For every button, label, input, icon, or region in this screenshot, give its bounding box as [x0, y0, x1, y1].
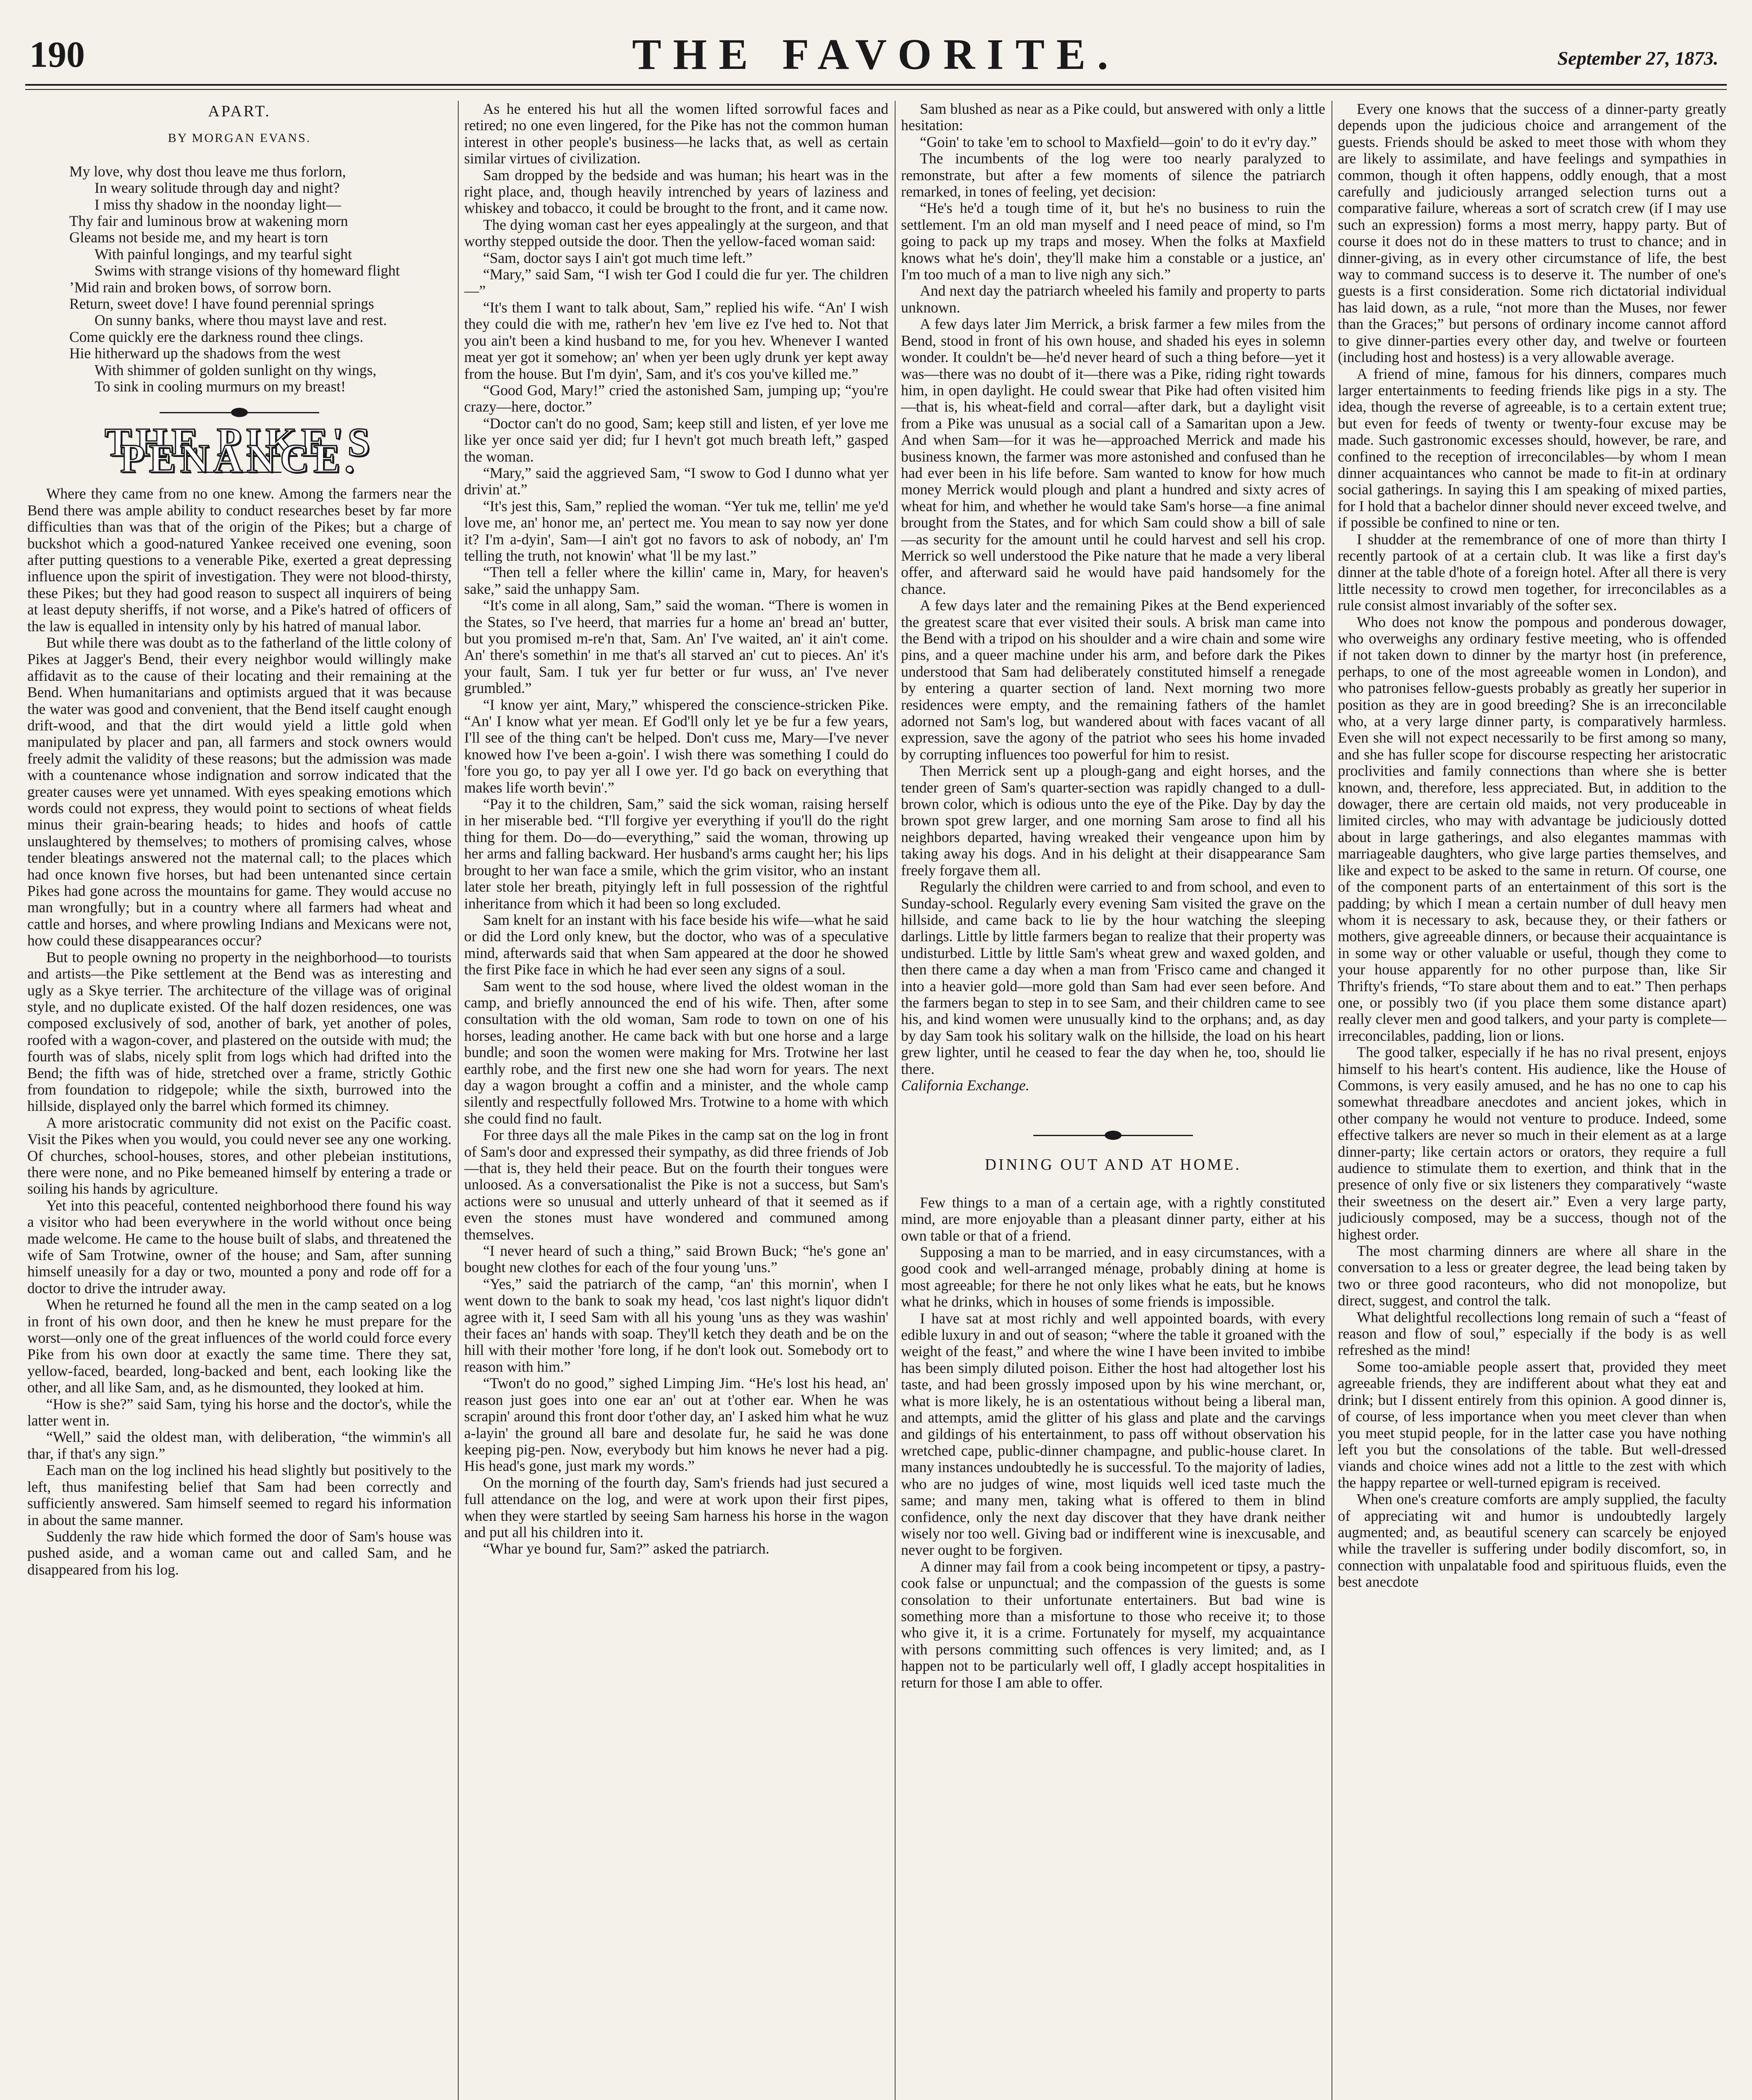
story-paragraph: “Mary,” said Sam, “I wish ter God I could die fur yer. The children—” [464, 266, 888, 299]
story-paragraph: Regularly the children were carried to and from school, and even to Sunday-school. Regularly every evening Sam visited the grave on the hillside, and came back to lie by the hour watching the sleeping darlings. Little by little farmers began to realize that their property was undisturbed. Little by little Sam's wheat grew and waxed golden, and then there came a day when a man from 'Frisco came and changed it into a heavier gold—more gold than Sam had ever seen before. And the farmers began to step in to see Sam, and their children came to see his, and kind women were unusually kind to the orphans; and, as day by day Sam took his solitary walk on the hillside, the load on his heart grew lighter, until he ceased to fear the day when he, too, should lie there. [901, 878, 1325, 1077]
essay-paragraph: The most charming dinners are where all share in the conversation to a less or greater degree, the lead being taken by two or three good raconteurs, who did not monopolize, but direct, suggest, and control the talk. [1338, 1242, 1726, 1309]
column-rule [895, 101, 896, 2100]
story-paragraph [901, 1077, 1325, 1094]
story-title: THE PIKE'S PENANCE. [105, 419, 374, 481]
poem-line: With painful longings, and my tearful sight [95, 245, 352, 262]
story-paragraph: Sam blushed as near as a Pike could, but answered with only a little hesitation: [901, 101, 1325, 134]
story-paragraph: “I know yer aint, Mary,” whispered the conscience-stricken Pike. “An' I know what yer mean. Ef God'll only let ye be fur a few years, I'll see of the thing can't be helped. Don't cuss me, Mary—I've never knowed how I've been a-goin'. I wish there was something I could do 'fore you go, to pay yer all I owe yer. I'd go back on everything that makes life worth bevin'.” [464, 696, 888, 796]
poem-line: I miss thy shadow in the noonday light— [95, 196, 341, 213]
story-paragraph: “Twon't do no good,” sighed Limping Jim. “He's lost his head, an' reason just goes into one ear an' out at t'other ear. When he was scrapin' around this front door t'other day, an' I asked him what he wuz a-layin' the ground all bare and desolate fur, he said he was done keeping pig-pen. Now, everybody but him knows he never had a pig. His head's gone, just mark my words.” [464, 1375, 888, 1475]
poem-line: ’Mid rain and broken bows, of sorrow born. [69, 278, 332, 296]
story-paragraph: “Pay it to the children, Sam,” said the sick woman, raising herself in her miserable bed. “I'll forgive yer everything if you'll do the right thing for them. Do—do—everything,” said the woman, throwing up her arms and falling backward. Her husband's arms caught her; his lips brought to her wan face a smile, which the grim visitor, who an instant later stole her breath, pityingly left in full possession of the rightful inheritance from which it had been so long excluded. [464, 795, 888, 912]
poem-line: With shimmer of golden sunlight on thy wings, [95, 361, 377, 378]
story-paragraph: “Sam, doctor says I ain't got much time left.” [483, 249, 753, 266]
essay-paragraph: The good talker, especially if he has no rival present, enjoys himself to his heart's content. His audience, like the House of Commons, is very easily amused, and he has no one to cap his somewhat threadbare anecdotes and ancient jokes, which in other company he would not venture to produce. Indeed, some effective talkers are never so much in their element as at a large dinner-party; like certain actors or orators, they require a full audience to stimulate them to exertion, and think that in the presence of only five or six listeners they comparatively “waste their sweetness on the desert air.” Even a very large party, judiciously composed, may be a success, though not of the highest order. [1338, 1044, 1726, 1243]
story-paragraph: “Yes,” said the patriarch of the camp, “an' this mornin', when I went down to the bank to soak my head, 'cos last night's liquor didn't agree with it, I seed Sam with all his young 'uns as they was washin' their faces an' hands with soap. They'll ketch they death and be on the hill with their mother 'fore long, if he don't look out. Somebody ort to reason with him.” [464, 1275, 888, 1375]
story-paragraph: But to people owning no property in the neighborhood—to tourists and artists—the Pike settlement at the Bend was as interesting and ugly as a Skye terrier. The architecture of the village was of original style, and no duplicate existed. Of the half dozen residences, one was composed exclusively of sod, another of bark, yet another of poles, roofed with a wagon-cover, and plastered on the outside with mud; the fourth was of slabs, nicely split from logs which had drifted into the Bend; the fifth was of hide, stretched over a frame, strictly Gothic from foundation to ridgepole; while the sixth, burrowed into the hillside, displayed only the barrel which formed its chimney. [27, 948, 452, 1115]
story-paragraph: “Then tell a feller where the killin' came in, Mary, for heaven's sake,” said the unhappy Sam. [464, 564, 888, 597]
story-paragraph: A few days later Jim Merrick, a brisk farmer a few miles from the Bend, stood in front of his own house, and shaded his eyes in solemn wonder. It couldn't be—he'd never heard of such a thing before—yet it was—there was no doubt of it—there was a Pike, riding right towards him, in open daylight. He could swear that Pike had often visited him—that is, his wheat-field and corral—after dark, but a daylight visit from a Pike was unusual as a social call of a Samaritan upon a Jew. And when Sam—for it was he—approached Merrick and made his business known, the farmer was more astonished and confused than he had ever been in his life before. Sam wanted to know for how much money Merrick would plough and plant a hundred and sixty acres of wheat for him, and whether he would take Sam's horse—a fine animal brought from the States, and for which Sam could show a bill of sale—as security for the amount until he could harvest and sell his crop. Merrick so well understood the Pike nature that he made a very liberal offer, and afterward said he would have paid handsomely for the chance. [901, 315, 1325, 597]
story-paragraph: Then Merrick sent up a plough-gang and eight horses, and the tender green of Sam's quarter-section was rapidly changed to a dull-brown color, which is odious unto the eye of the Pike. Day by day the brown spot grew larger, and one morning Sam arose to find all his neighbors departed, having wreaked their vengeance upon him by taking away his dogs. And in his delight at their disappearance Sam freely forgave them all. [901, 762, 1325, 879]
masthead [25, 29, 1727, 80]
story-paragraph: “Good God, Mary!” cried the astonished Sam, jumping up; “you're crazy—here, doctor.” [464, 381, 888, 415]
paper-title: THE FAVORITE. [632, 30, 1120, 79]
poem-line: Come quickly ere the darkness round thee clings. [69, 328, 363, 345]
story-paragraph: And next day the patriarch wheeled his family and property to parts unknown. [901, 282, 1325, 316]
story-paragraph: Sam knelt for an instant with his face beside his wife—what he said or did the Lord only knew, but the doctor, who was of a speculative mind, afterwards said that when Sam appeared at the door he showed the first Pike face in which he had ever seen any signs of a soul. [464, 911, 888, 978]
essay-paragraph: Supposing a man to be married, and in easy circumstances, with a good cook and well-arranged ménage, probably dining at home is most agreeable; for there he not only likes what he eats, but he knows what he drinks, which in houses of some friends is impossible. [901, 1244, 1325, 1310]
story-paragraph: The dying woman cast her eyes appealingly at the surgeon, and that worthy stepped outside the door. Then the yellow-faced woman said: [464, 216, 888, 250]
story-paragraph: Where they came from no one knew. Among the farmers near the Bend there was ample ability to conduct researches beset by far more difficulties than was that of the origin of the Pikes; but a charge of buckshot which a good-natured Yankee received one evening, soon after putting questions to a venerable Pike, exerted a great depressing influence upon the spirit of investigation. They were not blood-thirsty, these Pikes; but they had good reason to suspect all inquirers of being at least deputy sheriffs, if not worse, and a Pike's hatred of officers of the law is equalled in intensity only by his hatred of manual labor. [27, 485, 452, 635]
poem-line: Hie hitherward up the shadows from the west [69, 345, 341, 362]
poem-title: APART. [208, 102, 271, 120]
poem-line: Swims with strange visions of thy homeward flight [95, 262, 400, 279]
story-paragraph: “Doctor can't do no good, Sam; keep still and listen, ef yer love me like yer once said yer did; fur I hevn't got much breath left,” gasped the woman. [464, 415, 888, 465]
story-paragraph: Each man on the log inclined his head slightly but positively to the left, thus manifesting belief that Sam had been correctly and sufficiently answered. Sam himself seemed to regard his information in about the same manner. [27, 1462, 452, 1528]
story-body-part-1 [27, 486, 452, 1578]
essay-paragraph: A friend of mine, famous for his dinners, compares much larger entertainments to feeding friends like pigs in a sty. The idea, though the reverse of agreeable, is to a certain extent true; but even for feeds of twenty or twenty-four excuse may be made. Such gastronomic excesses should, however, be rare, and confined to the reception of irreconcilables—by whom I mean dinner acquaintances who cannot be made to fit-in at ordinary social gatherings. In saying this I am speaking of mixed parties, for I hold that a bachelor dinner should never exceed twelve, and if possible be confined to nine or ten. [1338, 365, 1726, 531]
story-paragraph: But while there was doubt as to the fatherland of the little colony of Pikes at Jagger's Bend, their every neighbor would willingly make affidavit as to the cause of their locating and their remaining at the Bend. When humanitarians and optimists argued that it was because the water was good and convenient, that the Bend itself caught enough drift-wood, and that the dirt would yield a little gold when manipulated by placer and pan, all farmers and stock owners would freely admit the validity of these reasons; but the admission was made with a countenance whose indignation and sorrow indicated that the greater causes were yet unnamed. With eyes speaking emotions which words could not express, they would point to sections of wheat fields minus their grain-bearing heads; to hides and hoofs of cattle unslaughtered by themselves; to mothers of promising calves, whose tender bleatings answered not the maternal call; to the places which had once known five horses, but had been untenanted since certain Pikes had gone across the mountains for game. They would accuse no man wrongfully; but in a country where all farmers had wheat and cattle and horses, and where prowling Indians and Mexicans were not, how could these disappearances occur? [27, 634, 452, 949]
poem-line: To sink in cooling murmurs on my breast! [95, 378, 346, 395]
story-paragraph: “It's jest this, Sam,” replied the woman. “Yer tuk me, tellin' me ye'd love me, an' honor me, an' pertect me. You mean to say now yer done it? I'm a-dyin', Sam—I ain't got no favors to ask of nobody, an' I'm telling the truth, not knowin' what 'll be my last.” [464, 497, 888, 564]
essay-paragraph: Few things to a man of a certain age, with a rightly constituted mind, are more enjoyable than a pleasant dinner party, either at his own table or that of a friend. [901, 1194, 1325, 1244]
essay-paragraph: I have sat at most richly and well appointed boards, with every edible luxury in and out of season; “where the table it groaned with the weight of the feast,” and where the wine I have been invited to imbibe has been simply diluted poison. Either the host had altogether lost his taste, and had been grossly imposed upon by his wine merchant, or, what is more likely, he is an ostentatious without being a liberal man, and attempts, amid the glitter of his glass and plate and the carvings and gildings of his entertainment, to pass off without observation his wretched cape, public-dinner champagne, and public-house claret. In many instances undoubtedly he is successful. To the majority of ladies, who are no judges of wine, most liquids well iced taste much the same; and many men, taking what is offered to them in blind confidence, only the next day discover that they have drank neither wisely nor too well. Giving bad or indifferent wine is inexcusable, and never ought to be forgiven. [901, 1310, 1325, 1559]
essay-paragraph: What delightful recollections long remain of such a “feast of reason and flow of soul,” especially if the body is as well refreshed as the mind! [1338, 1308, 1726, 1359]
story-paragraph: Sam dropped by the bedside and was human; his heart was in the right place, and, though heavily intrenched by years of laziness and whiskey and tobacco, it could be brought to the front, and it came now. [464, 166, 888, 217]
column-2 [464, 101, 888, 2100]
story-paragraph: “It's them I want to talk about, Sam,” replied his wife. “An' I wish they could die with me, rather'n hev 'em live ez I've hed to. Not that you ain't been a kind husband to me, for you hev. Whenever I wanted meat yer got it somehow; an' when yer been ugly drunk yer kept away from the house. But I'm dyin', Sam, and it's cos you've killed me.” [464, 299, 888, 382]
story-paragraph: “Mary,” said the aggrieved Sam, “I swow to God I dunno what yer drivin' at.” [464, 464, 888, 498]
story-paragraph: “Whar ye bound fur, Sam?” asked the patriarch. [483, 1540, 770, 1557]
essay-paragraph: I shudder at the remembrance of one of more than thirty I recently partook of at a certain club. It was like a first day's dinner at the table d'hote of a foreign hotel. After all there is very little necessity to crowd men together, for irreconcilables as a rule consist almost invariably of the softer sex. [1338, 530, 1726, 614]
story-paragraph: As he entered his hut all the women lifted sorrowful faces and retired; no one even lingered, for the Pike has not the common human interest in other people's business—he lacks that, as well as certain similar virtues of civilization. [464, 101, 888, 167]
story-paragraph: A more aristocratic community did not exist on the Pacific coast. Visit the Pikes when you would, you could never see any one working. Of churches, school-houses, stores, and other plebeian institutions, there were none, and no Pike bemeaned himself by entering a trade or soiling his hands by agriculture. [27, 1114, 452, 1197]
story-paragraph: For three days all the male Pikes in the camp sat on the log in front of Sam's door and expressed their sympathy, as did three friends of Job—that is, they held their peace. But on the fourth their tongues were unloosed. As a conversationalist the Pike is not a success, but Sam's actions were so unusual and utterly unheard of that it seemed as if even the stones must have wondered and communed among themselves. [464, 1126, 888, 1243]
story-paragraph: Yet into this peaceful, contented neighborhood there found his way a visitor who had been everywhere in the world without once being made welcome. He came to the house built of slabs, and threatened the wife of Sam Trotwine, owner of the house; and Sam, after sunning himself uneasily for a day or two, mounted a pony and rode off for a doctor to drive the intruder away. [27, 1197, 452, 1297]
essay-paragraph: A dinner may fail from a cook being incompetent or tipsy, a pastry-cook false or unpunctual; and the compassion of the guests is some consolation to their unfortunate entertainers. But bad wine is something more than a misfortune to those who receive it; to those who give it, it is a crime. Fortunately for myself, my acquaintance with persons committing such offences is very limited; and, as I happen not to be particularly well off, I gladly accept hospitalities in return for those I am able to offer. [901, 1558, 1325, 1691]
essay-paragraph: When one's creature comforts are amply supplied, the faculty of appreciating wit and humor is undoubtedly largely augmented; and, as beautiful scenery can scarcely be enjoyed while the traveller is suffering under bodily discomfort, so, in connection with unpalatable food and spirituous fluids, even the best anecdote [1338, 1491, 1726, 1591]
story-paragraph: “It's come in all along, Sam,” said the woman. “There is women in the States, so I've heerd, that marries fur a home an' bread an' butter, but you promised m-re'n that, Sam. An' I've waited, an' it ain't come. An' there's somethin' in me that's all starved an' cut to pieces. An' it's your fault, Sam. I tuk yer fur better or fur wuss, an' I've never grumbled.” [464, 597, 888, 697]
story-paragraph: “Well,” said the oldest man, with deliberation, “the wimmin's all thar, if that's any sign.” [27, 1428, 452, 1462]
story-paragraph: The incumbents of the log were too nearly paralyzed to remonstrate, but after a few moments of silence the patriarch remarked, in tones of feeling, yet decision: [901, 150, 1325, 200]
story-paragraph: On the morning of the fourth day, Sam's friends had just secured a full attendance on the log, and were at work upon their first pipes, when they were startled by seeing Sam harness his horse in the wagon and put all his children into it. [464, 1474, 888, 1541]
poem-byline: BY MORGAN EVANS. [168, 131, 311, 145]
poem-line: Thy fair and luminous brow at wakening morn [69, 213, 348, 230]
story-paragraph: Suddenly the raw hide which formed the door of Sam's house was pushed aside, and a woman came out and called Sam, and he disappeared from his log. [27, 1528, 452, 1578]
page-number: 190 [29, 34, 85, 75]
column-rule [458, 101, 459, 2100]
issue-date: September 27, 1873. [1557, 47, 1718, 69]
essay-title: DINING OUT AND AT HOME. [985, 1156, 1242, 1174]
essay-paragraph: Every one knows that the success of a dinner-party greatly depends upon the judicious choice and arrangement of the guests. Friends should be asked to meet those with whom they are likely to assimilate, and have feelings and sympathies in common, though it often happens, oddly enough, that a most carefully and judiciously arranged selection turns out a comparative failure, whereas a sort of scratch crew (if I may use such an expression) forms a most merry, happy party. But of course it does not do in these matters to trust to chance; and in dinner-giving, as in every other circumstance of life, the best way to command success is to deserve it. The number of one's guests is a first consideration. Some rich dictatorial individual has laid down, as a rule, “not more than the Muses, nor fewer than the Graces;” but persons of ordinary income cannot afford to give dinner-parties every other day, and twelve or fourteen (including host and hostess) is a very allowable average. [1338, 101, 1726, 366]
poem-verse [27, 163, 452, 395]
poem-line: In weary solitude through day and night? [95, 179, 340, 197]
section-divider [1033, 1127, 1193, 1144]
story-paragraph: “He's he'd a tough time of it, but he's no business to ruin the settlement. I'm an old man myself and I need peace of mind, so I'm going to pack up my traps and mosey. When the folks at Maxfield knows what he's doin', they'll make him a constable or a justice, an' I'm too much of a man to live nigh any sich.” [901, 200, 1325, 283]
story-paragraph: “Goin' to take 'em to school to Maxfield—goin' to do it ev'ry day.” [920, 133, 1317, 150]
story-paragraph: A few days later and the remaining Pikes at the Bend experienced the greatest scare that ever visited their souls. A brisk man came into the Bend with a tripod on his shoulder and a wire chain and some wire pins, and a queer machine under his arm, and before dark the Pikes understood that Sam had deliberately constituted himself a renegade by entering a quarter section of land. Next morning two more residences were empty, and the remaining fathers of the hamlet adorned not Sam's log, but wandered about with faces vacant of all expression, save the agony of the patriot who sees his home invaded by corrupting influences too powerful for him to resist. [901, 597, 1325, 763]
story-paragraph: Sam went to the sod house, where lived the oldest woman in the camp, and briefly announced the end of his wife. Then, after some consultation with the old woman, Sam rode to town on one of his horses, leading another. He came back with but one horse and a large bundle; and soon the women were making for Mrs. Trotwine her last earthly robe, and the first new one she had worn for years. The next day a wagon brought a coffin and a minister, and the whole camp silently and respectfully followed Mrs. Trotwine to a home with which she could find no fault. [464, 977, 888, 1127]
story-source: California Exchange. [901, 1076, 1030, 1094]
column-1 [27, 101, 452, 2100]
story-paragraph: “How is she?” said Sam, tying his horse and the doctor's, while the latter went in. [27, 1395, 452, 1429]
essay-paragraph: Some too-amiable people assert that, provided they meet agreeable friends, they are indifferent about what they eat and drink; but I dissent entirely from this opinion. A good dinner is, of course, of less importance when you meet clever than when you meet stupid people, for in the latter case you have nothing left you but the consolations of the table. But well-dressed viands and choice wines add not a little to the zest with which the happy repartee or well-turned epigram is received. [1338, 1358, 1726, 1491]
essay-paragraph: Who does not know the pompous and ponderous dowager, who overweighs any ordinary festive meeting, who is offended if not taken down to dinner by the martyr host (in preference, perhaps, to one of the most agreeable women in London), and who patronises fellow-guests probably as greatly her superior in position as they are in good breeding? She is an irreconcilable who, at a very large dinner party, is comparatively harmless. Even she will not expect necessarily to be first among so many, and she has fuller scope for discourse respecting her aristocratic proclivities and family connections than where she is better known, and, therefore, less appreciated. But, in addition to the dowager, there are certain old maids, not very produceable in limited circles, who may with advantage be judiciously dotted about in large gatherings, and also elegantes mammas with marriageable daughters, who give large parties themselves, and like and expect to be asked to the same in return. Of course, one of the component parts of an entertainment of this sort is the padding; by which I mean a certain number of dull heavy men whom it is necessary to ask, because they, or their fathers or mothers, give agreeable dinners, or because their acquaintance is in some way or other valuable or useful, though they come to your house apparently for no other purpose than, like Sir Thrifty's friends, “To stare about them and to eat.” Then perhaps one, or possibly two (if you place them some distance apart) really clever men and good talkers, and your party is complete—irreconcilables, padding, lion or lions. [1338, 613, 1726, 1044]
poem-line: Gleams not beside me, and my heart is torn [69, 229, 328, 246]
column-3 [901, 101, 1325, 2100]
masthead-rule [25, 84, 1727, 90]
story-paragraph: “I never heard of such a thing,” said Brown Buck; “he's gone an' bought new clothes for each of the four young 'uns.” [464, 1242, 888, 1276]
poem-line: My love, why dost thou leave me thus forlorn, [69, 163, 346, 180]
column-4 [1338, 101, 1726, 2100]
story-paragraph: When he returned he found all the men in the camp seated on a log in front of his own door, and then he knew he must prepare for the worst—only one of the great influences of the world could force every Pike from his own door at exactly the same time. There they sat, yellow-faced, bearded, long-backed and bent, each looking like the other, and all like Sam, and, as he dismounted, they looked at him. [27, 1296, 452, 1396]
section-divider [160, 404, 319, 421]
poem-line: On sunny banks, where thou mayst lave and rest. [95, 312, 387, 329]
poem-line: Return, sweet dove! I have found perennial springs [69, 295, 374, 312]
